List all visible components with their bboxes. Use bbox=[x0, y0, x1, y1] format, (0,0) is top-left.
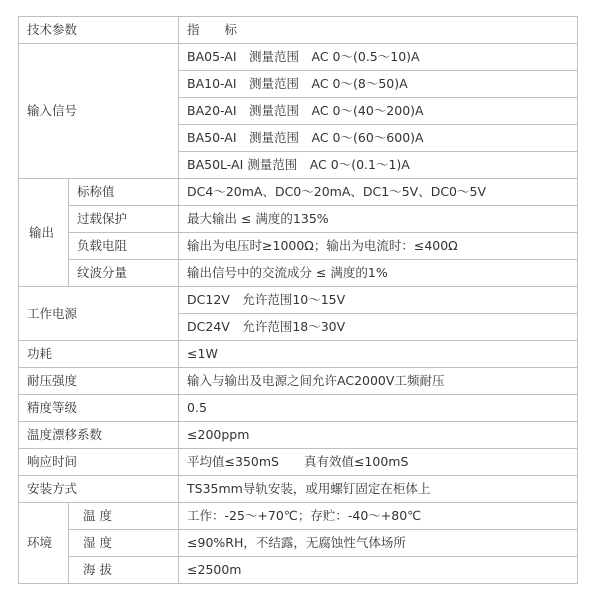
power-supply-label: 工作电源 bbox=[19, 287, 179, 341]
power-supply-value: DC12V 允许范围10～15V bbox=[179, 287, 578, 314]
table-row bbox=[19, 287, 578, 314]
table-row bbox=[19, 557, 578, 584]
output-item-value: 输出为电压时≥1000Ω；输出为电流时：≤400Ω bbox=[179, 233, 578, 260]
withstand-voltage-value: 输入与输出及电源之间允许AC2000V工频耐压 bbox=[179, 368, 578, 395]
table-row bbox=[19, 422, 578, 449]
power-consumption-value: ≤1W bbox=[179, 341, 578, 368]
input-signal-value: BA50-AI 测量范围 AC 0～(60～600)A bbox=[179, 125, 578, 152]
table-row bbox=[19, 476, 578, 503]
environment-item-value: ≤2500m bbox=[179, 557, 578, 584]
table-row bbox=[19, 530, 578, 557]
environment-item-name: 温 度 bbox=[69, 503, 179, 530]
output-label: 输出 bbox=[19, 179, 69, 287]
output-item-value: 输出信号中的交流成分 ≤ 满度的1% bbox=[179, 260, 578, 287]
table-row bbox=[19, 44, 578, 71]
input-signal-value: BA50L-AI 测量范围 AC 0～(0.1～1)A bbox=[179, 152, 578, 179]
accuracy-value: 0.5 bbox=[179, 395, 578, 422]
table-row bbox=[19, 206, 578, 233]
environment-item-name: 湿 度 bbox=[69, 530, 179, 557]
mounting-label: 安装方式 bbox=[19, 476, 179, 503]
table-row bbox=[19, 233, 578, 260]
environment-item-value: 工作：-25～+70℃；存贮：-40～+80℃ bbox=[179, 503, 578, 530]
temp-drift-value: ≤200ppm bbox=[179, 422, 578, 449]
response-time-value: 平均值≤350mS 真有效值≤100mS bbox=[179, 449, 578, 476]
spec-table bbox=[18, 16, 578, 584]
environment-label: 环境 bbox=[19, 503, 69, 584]
output-item-name: 标称值 bbox=[69, 179, 179, 206]
header-value: 指 标 bbox=[179, 17, 578, 44]
table-row bbox=[19, 368, 578, 395]
header-row bbox=[19, 17, 578, 44]
output-item-value: DC4～20mA、DC0～20mA、DC1～5V、DC0～5V bbox=[179, 179, 578, 206]
table-row bbox=[19, 503, 578, 530]
input-signal-value: BA05-AI 测量范围 AC 0～(0.5～10)A bbox=[179, 44, 578, 71]
input-signal-value: BA20-AI 测量范围 AC 0～(40～200)A bbox=[179, 98, 578, 125]
input-signal-value: BA10-AI 测量范围 AC 0～(8～50)A bbox=[179, 71, 578, 98]
table-row bbox=[19, 260, 578, 287]
mounting-value: TS35mm导轨安装，或用螺钉固定在柜体上 bbox=[179, 476, 578, 503]
output-item-name: 负载电阻 bbox=[69, 233, 179, 260]
response-time-label: 响应时间 bbox=[19, 449, 179, 476]
output-item-value: 最大输出 ≤ 满度的135% bbox=[179, 206, 578, 233]
temp-drift-label: 温度漂移系数 bbox=[19, 422, 179, 449]
withstand-voltage-label: 耐压强度 bbox=[19, 368, 179, 395]
environment-item-name: 海 拔 bbox=[69, 557, 179, 584]
table-row bbox=[19, 449, 578, 476]
table-row bbox=[19, 179, 578, 206]
table-row bbox=[19, 395, 578, 422]
environment-item-value: ≤90%RH，不结露，无腐蚀性气体场所 bbox=[179, 530, 578, 557]
header-param: 技术参数 bbox=[19, 17, 179, 44]
power-consumption-label: 功耗 bbox=[19, 341, 179, 368]
input-signal-label: 输入信号 bbox=[19, 44, 179, 179]
table-row bbox=[19, 341, 578, 368]
output-item-name: 纹波分量 bbox=[69, 260, 179, 287]
power-supply-value: DC24V 允许范围18～30V bbox=[179, 314, 578, 341]
accuracy-label: 精度等级 bbox=[19, 395, 179, 422]
output-item-name: 过载保护 bbox=[69, 206, 179, 233]
